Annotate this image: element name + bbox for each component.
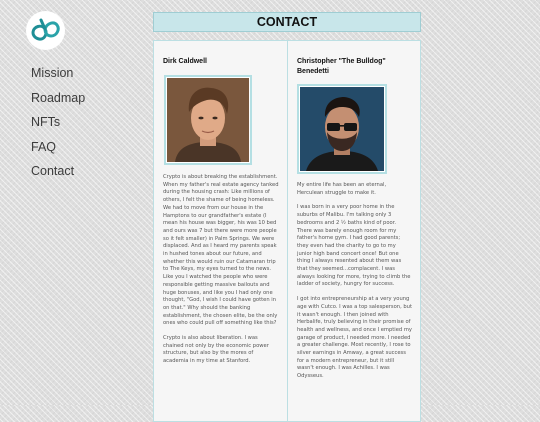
team-member-name: Christopher "The Bulldog" Benedetti (297, 58, 386, 75)
bio-paragraph: Crypto is also about liberation. I was chained not only by the economic power structure, but also by the mores of academia in my time at Stanford. (163, 335, 269, 365)
team-member-photo-frame (297, 84, 387, 174)
page-title-bar (153, 12, 421, 32)
team-card-dirk (153, 40, 288, 422)
team-card-christopher (287, 40, 421, 422)
main-nav (31, 65, 85, 188)
bio-paragraph: I was born in a very poor home in the suburbs of Malibu. I'm talking only 3 bedrooms and 2 ½ baths kind of poor. There was barely enough room for my father's home gym. I had good parents; they even had the charity to go to my junior high band concert once! But one thing I always resented about them was that they seemed...complacent. I was always looking for more, trying to climb the ladder of society, hungry for success. (297, 204, 411, 288)
team-member-bio (163, 174, 279, 373)
logo-icon (30, 17, 61, 43)
page-title: CONTACT (256, 15, 318, 29)
bio-paragraph: I got into entrepreneurship at a very young age with Cutco. I was a top salesperson, but it wasn't enough. I then joined with Herbalife, truly believing in their promise of health and wellness, and once I emptied my garage of product, I needed more. I needed a greater challenge. Most recently, I rose to silver earnings in Amway, a great success for a modern entrepreneur, but it still wasn't enough. I was Achilles. I was Odysseus. (297, 296, 412, 380)
team-member-photo (300, 87, 384, 171)
team-member-bio (297, 182, 412, 388)
nav-mission[interactable]: Mission (31, 66, 74, 80)
team-member-photo (167, 78, 249, 162)
bio-paragraph: Crypto is about breaking the establishment. When my father's real estate agency tanked during the housing crash: Like millions of others, I felt the shame of being homeless. We had to move from our house in the Hamptons to our grandfather's estate (I mean his house was bigger, his was 10 bed and ours was 7 but there were more people so it felt smaller) in Palm Springs. We were displaced. And as I heard my parents speak in hushed tones about our future, and whether this would ruin our Catamaran trip to The Keys, my eyes turned to the news. Like you I watched the people who were responsible getting massive bailouts and huge bonuses, and like you I had only one thought, "God, I wish I could have gotten in on that." Why should the banking establishment, the chosen elite, be the only ones who could pull off something like this? (163, 174, 279, 327)
nav-contact[interactable]: Contact (31, 164, 75, 178)
nav-nfts[interactable]: NFTs (31, 115, 61, 129)
logo[interactable] (26, 11, 65, 50)
team-member-name: Dirk Caldwell (163, 58, 207, 65)
nav-roadmap[interactable]: Roadmap (31, 90, 86, 105)
nav-faq[interactable]: FAQ (31, 139, 57, 154)
bio-paragraph: My entire life has been an eternal, Herculean struggle to make it. (297, 182, 387, 196)
team-member-photo-frame (164, 75, 252, 165)
